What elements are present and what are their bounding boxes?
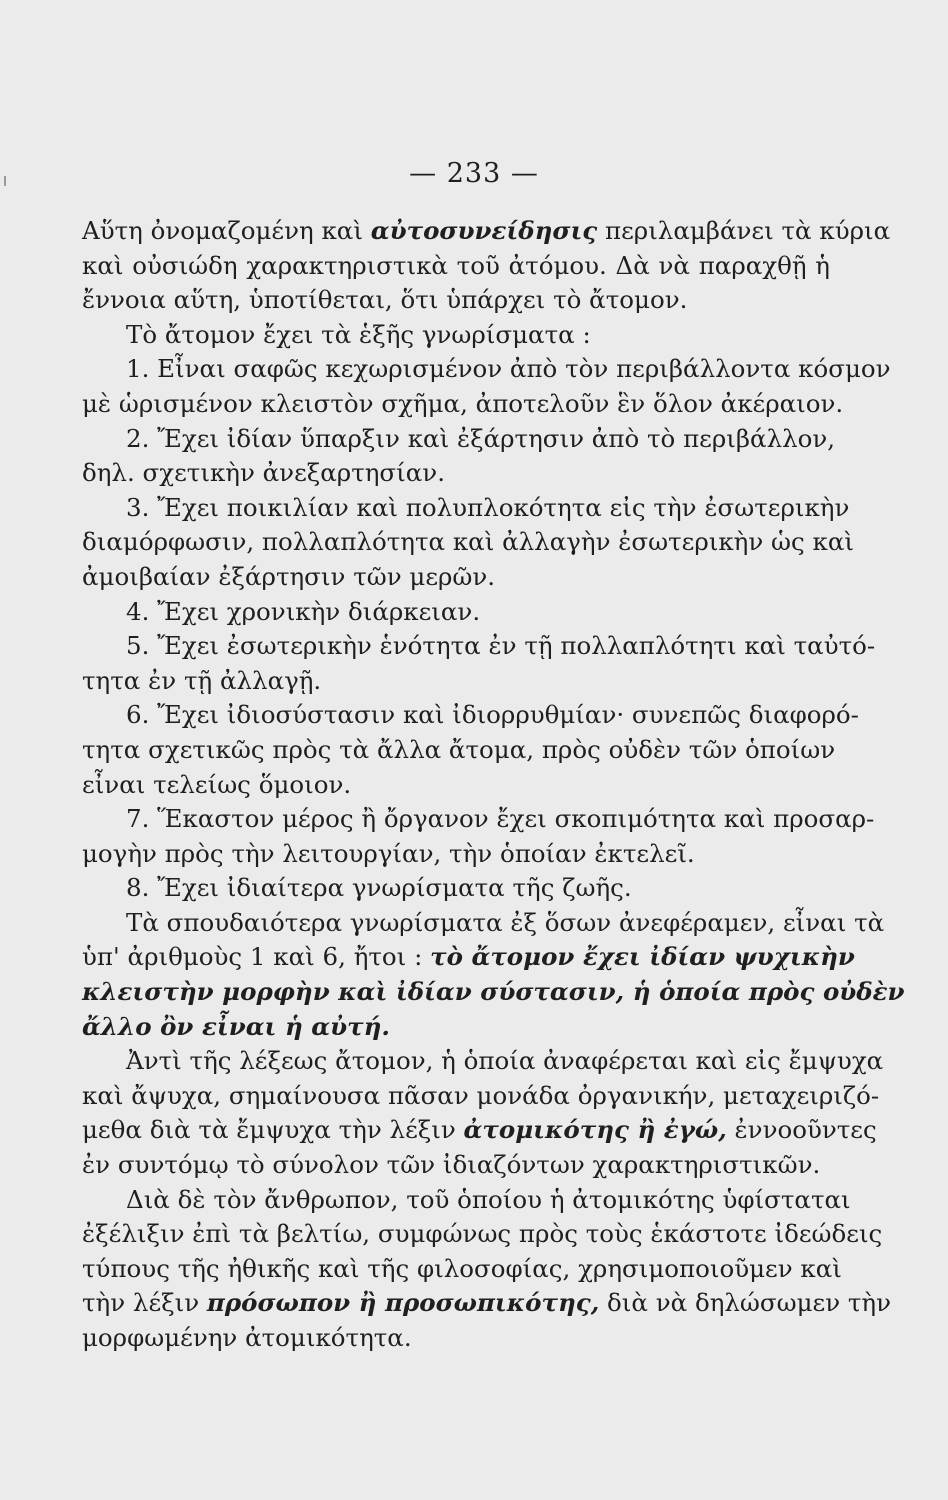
- text-line: [82, 802, 875, 837]
- text-span: 5. Ἔχει ἐσωτερικὴν ἑνότητα ἐν τῇ πολλαπλότητι καὶ ταὐτό-: [126, 631, 876, 661]
- text-span: 7. Ἕκαστον μέρος ἢ ὄργανον ἔχει σκοπιμότητα καὶ προσαρ-: [126, 804, 875, 834]
- text-line: [82, 422, 836, 457]
- text-line: [82, 1148, 830, 1183]
- emphasized-text: ἀτομικότης ἢ ἐγώ,: [463, 1115, 727, 1145]
- text-line: [82, 664, 830, 699]
- text-span: Τὰ σπουδαιότερα γνωρίσματα ἐξ ὅσων ἀνεφέραμεν, εἶναι τὰ: [126, 907, 885, 937]
- text-line: [82, 560, 830, 595]
- text-span: διαμόρφωσιν, πολλαπλότητα καὶ ἀλλαγὴν ἐσωτερικὴν ὡς καὶ: [82, 527, 854, 557]
- emphasized-text: αὐτοσυνείδησις: [370, 216, 598, 245]
- text-line: [82, 629, 876, 664]
- text-span: μογὴν πρὸς τὴν λειτουργίαν, τὴν ὁποίαν ἐκτελεῖ.: [82, 838, 695, 868]
- text-span: ἐννοοῦντες: [726, 1115, 877, 1145]
- text-line: [82, 491, 850, 526]
- text-span: 6. Ἔχει ἰδιοσύστασιν καὶ ἰδιορρυθμίαν· συνεπῶς διαφορό-: [126, 700, 859, 730]
- text-span: ἔννοια αὕτη, ὑποτίθεται, ὅτι ὑπάρχει τὸ ἄτομον.: [82, 285, 688, 315]
- text-span: τύπους τῆς ἠθικῆς καὶ τῆς φιλοσοφίας, χρησιμοποιοῦμεν καὶ: [82, 1253, 842, 1283]
- text-span: καὶ οὐσιώδη χαρακτηριστικὰ τοῦ ἀτόμου. Δὰ νὰ παραχθῇ ἡ: [82, 250, 830, 280]
- text-line: [82, 1079, 880, 1114]
- text-span: Ἀντὶ τῆς λέξεως ἄτομον, ἡ ὁποία ἀναφέρεται καὶ εἰς ἔμψυχα: [126, 1046, 884, 1076]
- text-span: Διὰ δὲ τὸν ἄνθρωπον, τοῦ ὁποίου ἡ ἀτομικότης ὑφίσταται: [126, 1184, 851, 1214]
- text-span: 8. Ἔχει ἰδιαίτερα γνωρίσματα τῆς ζωῆς.: [126, 873, 632, 903]
- text-span: ἐξέλιξιν ἐπὶ τὰ βελτίω, συμφώνως πρὸς τοὺς ἑκάστοτε ἰδεώδεις: [82, 1219, 883, 1249]
- text-span: ὑπ' ἀριθμοὺς 1 καὶ 6, ἤτοι :: [82, 942, 431, 972]
- emphasized-text: τὸ ἄτομον ἔχει ἰδίαν ψυχικὴν: [430, 942, 855, 972]
- text-line: [82, 352, 891, 387]
- text-span: μὲ ὡρισμένον κλειστὸν σχῆμα, ἀποτελοῦν ἓν ὅλον ἀκέραιον.: [82, 388, 844, 418]
- text-span: τὴν λέξιν: [82, 1288, 207, 1318]
- text-span: 2. Ἔχει ἰδίαν ὕπαρξιν καὶ ἐξάρτησιν ἀπὸ τὸ περιβάλλον,: [126, 423, 836, 453]
- text-span: καὶ ἄψυχα, σημαίνουσα πᾶσαν μονάδα ὀργανικήν, μεταχειριζό-: [82, 1080, 880, 1110]
- page-number: — 233 —: [409, 158, 539, 189]
- text-line: [82, 837, 830, 872]
- text-span: μορφωμένην ἀτομικότητα.: [82, 1323, 412, 1352]
- text-line: [82, 871, 830, 906]
- text-line: [82, 698, 859, 733]
- text-line: [82, 768, 830, 803]
- text-line: [82, 249, 830, 284]
- text-span: 4. Ἔχει χρονικὴν διάρκειαν.: [126, 596, 481, 626]
- text-span: 1. Εἶναι σαφῶς κεχωρισμένον ἀπὸ τὸν περιβάλλοντα κόσμον: [126, 354, 891, 384]
- text-line: [82, 1217, 883, 1252]
- emphasized-text: κλειστὴν μορφὴν καὶ ἰδίαν σύστασιν, ἡ ὁποία πρὸς οὐδὲν: [82, 977, 905, 1007]
- text-line: [82, 1044, 884, 1079]
- text-line: [82, 940, 855, 975]
- text-line: [82, 595, 830, 630]
- text-line: [82, 214, 891, 249]
- text-line: [82, 1010, 830, 1045]
- text-line: [82, 906, 885, 941]
- text-line: [82, 975, 905, 1010]
- emphasized-text: ἄλλο ὂν εἶναι ἡ αὐτή.: [82, 1011, 390, 1041]
- text-span: διὰ νὰ δηλώσωμεν τὴν: [599, 1288, 891, 1318]
- text-span: τητα σχετικῶς πρὸς τὰ ἄλλα ἄτομα, πρὸς οὐδὲν τῶν ὁποίων: [82, 734, 836, 764]
- text-span: μεθα διὰ τὰ ἔμψυχα τὴν λέξιν: [82, 1115, 464, 1145]
- emphasized-text: πρόσωπον ἢ προσωπικότης,: [206, 1288, 600, 1318]
- text-line: [82, 456, 830, 491]
- text-line: [82, 1252, 842, 1287]
- text-span: εἶναι τελείως ὅμοιον.: [82, 769, 352, 799]
- text-line: [82, 525, 854, 560]
- text-line: [82, 733, 836, 768]
- text-span: δηλ. σχετικὴν ἀνεξαρτησίαν.: [82, 458, 445, 488]
- text-line: [82, 387, 844, 422]
- body-text: [82, 214, 905, 1356]
- text-span: 3. Ἔχει ποικιλίαν καὶ πολυπλοκότητα εἰς τὴν ἐσωτερικὴν: [126, 492, 850, 522]
- text-line: [82, 1321, 830, 1356]
- text-line: [82, 283, 830, 318]
- text-line: [82, 1286, 891, 1321]
- text-span: Αὕτη ὀνομαζομένη καὶ: [82, 216, 371, 245]
- text-span: ἀμοιβαίαν ἐξάρτησιν τῶν μερῶν.: [82, 561, 496, 591]
- text-span: περιλαμβάνει τὰ κύρια: [597, 216, 891, 245]
- text-span: Τὸ ἄτομον ἔχει τὰ ἑξῆς γνωρίσματα :: [126, 319, 591, 349]
- text-span: ἐν συντόμῳ τὸ σύνολον τῶν ἰδιαζόντων χαρακτηριστικῶν.: [82, 1150, 821, 1180]
- text-line: [82, 318, 830, 353]
- text-line: [82, 1113, 877, 1148]
- text-span: τητα ἐν τῇ ἀλλαγῇ.: [82, 665, 322, 695]
- text-line: [82, 1183, 851, 1218]
